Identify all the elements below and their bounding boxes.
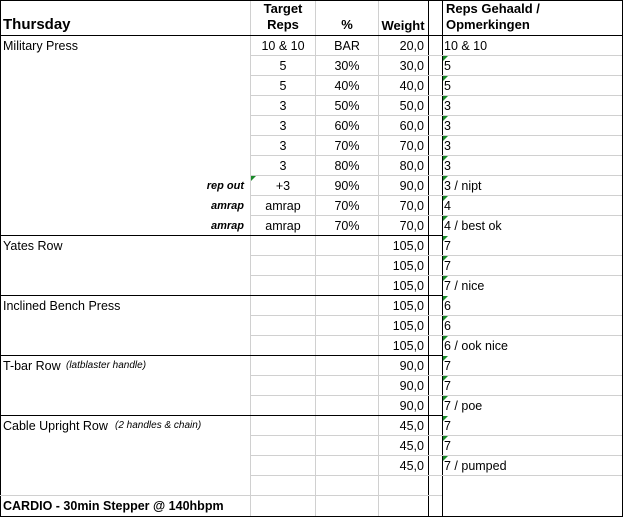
weight-header[interactable]: Weight (381, 18, 425, 33)
reps-done-cell[interactable]: 10 & 10 (444, 39, 488, 53)
target-reps-header-line2[interactable]: Reps (267, 17, 299, 32)
target-reps-cell[interactable]: 10 & 10 (261, 39, 305, 53)
weight-cell[interactable]: 90,0 (399, 399, 424, 413)
weight-cell[interactable]: 45,0 (399, 439, 424, 453)
percent-header[interactable]: % (341, 17, 353, 32)
target-reps-cell[interactable]: 5 (279, 79, 287, 93)
set-note-cell[interactable]: amrap (210, 220, 244, 232)
weight-cell[interactable]: 40,0 (399, 79, 424, 93)
exercise-name-cell[interactable]: Military Press (3, 39, 79, 53)
percent-cell[interactable]: 70% (334, 219, 360, 233)
comment-marker-icon (443, 56, 448, 61)
comment-marker-icon (443, 196, 448, 201)
percent-cell[interactable]: 30% (334, 59, 360, 73)
weight-cell[interactable]: 70,0 (399, 199, 424, 213)
reps-done-cell[interactable]: 7 (444, 259, 451, 273)
reps-done-header-line2[interactable]: Opmerkingen (446, 17, 530, 32)
reps-done-cell[interactable]: 6 (444, 299, 451, 313)
reps-done-cell[interactable]: 7 (444, 379, 451, 393)
weight-cell[interactable]: 105,0 (392, 279, 424, 293)
comment-marker-icon (443, 336, 448, 341)
reps-done-cell[interactable]: 3 (444, 119, 451, 133)
target-reps-cell[interactable]: 5 (279, 59, 287, 73)
comment-marker-icon (443, 216, 448, 221)
column-border (428, 0, 429, 517)
comment-marker-icon (443, 176, 448, 181)
reps-done-cell[interactable]: 7 (444, 359, 451, 373)
weight-cell[interactable]: 105,0 (392, 319, 424, 333)
weight-cell[interactable]: 90,0 (399, 179, 424, 193)
weight-cell[interactable]: 105,0 (392, 259, 424, 273)
comment-marker-icon (443, 136, 448, 141)
weight-cell[interactable]: 105,0 (392, 339, 424, 353)
percent-cell[interactable]: 90% (334, 179, 360, 193)
comment-marker-icon (443, 376, 448, 381)
target-reps-cell[interactable]: 3 (279, 119, 287, 133)
comment-marker-icon (443, 256, 448, 261)
reps-done-cell[interactable]: 7 (444, 439, 451, 453)
comment-marker-icon (443, 96, 448, 101)
reps-done-cell[interactable]: 7 (444, 419, 451, 433)
weight-cell[interactable]: 90,0 (399, 359, 424, 373)
target-reps-cell[interactable]: +3 (275, 179, 291, 193)
comment-marker-icon (443, 276, 448, 281)
weight-cell[interactable]: 70,0 (399, 139, 424, 153)
set-note-cell[interactable]: amrap (210, 200, 244, 212)
percent-cell[interactable]: 50% (334, 99, 360, 113)
reps-done-cell[interactable]: 3 (444, 139, 451, 153)
weight-cell[interactable]: 60,0 (399, 119, 424, 133)
reps-done-cell[interactable]: 3 (444, 99, 451, 113)
weight-cell[interactable]: 105,0 (392, 299, 424, 313)
target-reps-cell[interactable]: amrap (265, 199, 301, 213)
comment-marker-icon (443, 76, 448, 81)
reps-done-header-line1[interactable]: Reps Gehaald / (446, 1, 540, 16)
cardio-note[interactable]: CARDIO - 30min Stepper @ 140hbpm (3, 499, 224, 513)
weight-cell[interactable]: 45,0 (399, 419, 424, 433)
weight-cell[interactable]: 80,0 (399, 159, 424, 173)
column-border (0, 0, 1, 517)
target-reps-cell[interactable]: 3 (279, 139, 287, 153)
reps-done-cell[interactable]: 7 / nice (444, 279, 485, 293)
percent-cell[interactable]: 70% (334, 199, 360, 213)
comment-marker-icon (443, 396, 448, 401)
percent-cell[interactable]: BAR (334, 39, 360, 53)
reps-done-cell[interactable]: 7 / pumped (444, 459, 507, 473)
comment-marker-icon (443, 436, 448, 441)
target-reps-cell[interactable]: 3 (279, 99, 287, 113)
comment-marker-icon (443, 236, 448, 241)
day-title[interactable]: Thursday (3, 16, 71, 33)
weight-cell[interactable]: 50,0 (399, 99, 424, 113)
comment-marker-icon (443, 296, 448, 301)
reps-done-cell[interactable]: 4 / best ok (444, 219, 502, 233)
percent-cell[interactable]: 70% (334, 139, 360, 153)
reps-done-cell[interactable]: 3 (444, 159, 451, 173)
target-reps-cell[interactable]: amrap (265, 219, 301, 233)
comment-marker-icon (443, 456, 448, 461)
comment-marker-icon (251, 176, 256, 181)
comment-marker-icon (443, 356, 448, 361)
exercise-name-cell[interactable]: Cable Upright Row (3, 419, 108, 433)
weight-cell[interactable]: 30,0 (399, 59, 424, 73)
weight-cell[interactable]: 105,0 (392, 239, 424, 253)
target-reps-cell[interactable]: 3 (279, 159, 287, 173)
exercise-detail: (latblaster handle) (66, 360, 147, 371)
sheet-top-border (0, 0, 623, 1)
reps-done-cell[interactable]: 7 (444, 239, 451, 253)
weight-cell[interactable]: 20,0 (399, 39, 424, 53)
percent-cell[interactable]: 80% (334, 159, 360, 173)
comment-marker-icon (443, 156, 448, 161)
weight-cell[interactable]: 70,0 (399, 219, 424, 233)
set-note-cell[interactable]: rep out (206, 180, 244, 192)
exercise-name-cell[interactable]: Yates Row (3, 239, 63, 253)
reps-done-cell[interactable]: 7 / poe (444, 399, 483, 413)
percent-cell[interactable]: 40% (334, 79, 360, 93)
comment-marker-icon (443, 416, 448, 421)
reps-done-cell[interactable]: 3 / nipt (444, 179, 482, 193)
comment-marker-icon (443, 316, 448, 321)
exercise-name-cell[interactable]: Inclined Bench Press (3, 299, 121, 313)
percent-cell[interactable]: 60% (334, 119, 360, 133)
exercise-name-cell[interactable]: T-bar Row (3, 359, 61, 373)
reps-done-cell[interactable]: 5 (444, 79, 451, 93)
reps-done-cell[interactable]: 6 (444, 319, 451, 333)
reps-done-cell[interactable]: 4 (444, 199, 451, 213)
target-reps-header-line1[interactable]: Target (263, 1, 303, 16)
column-gridline (378, 0, 379, 517)
reps-done-cell[interactable]: 6 / ook nice (444, 339, 508, 353)
comment-marker-icon (443, 116, 448, 121)
row-gridline (0, 495, 442, 496)
weight-cell[interactable]: 45,0 (399, 459, 424, 473)
weight-cell[interactable]: 90,0 (399, 379, 424, 393)
exercise-detail: (2 handles & chain) (115, 420, 202, 431)
reps-done-cell[interactable]: 5 (444, 59, 451, 73)
